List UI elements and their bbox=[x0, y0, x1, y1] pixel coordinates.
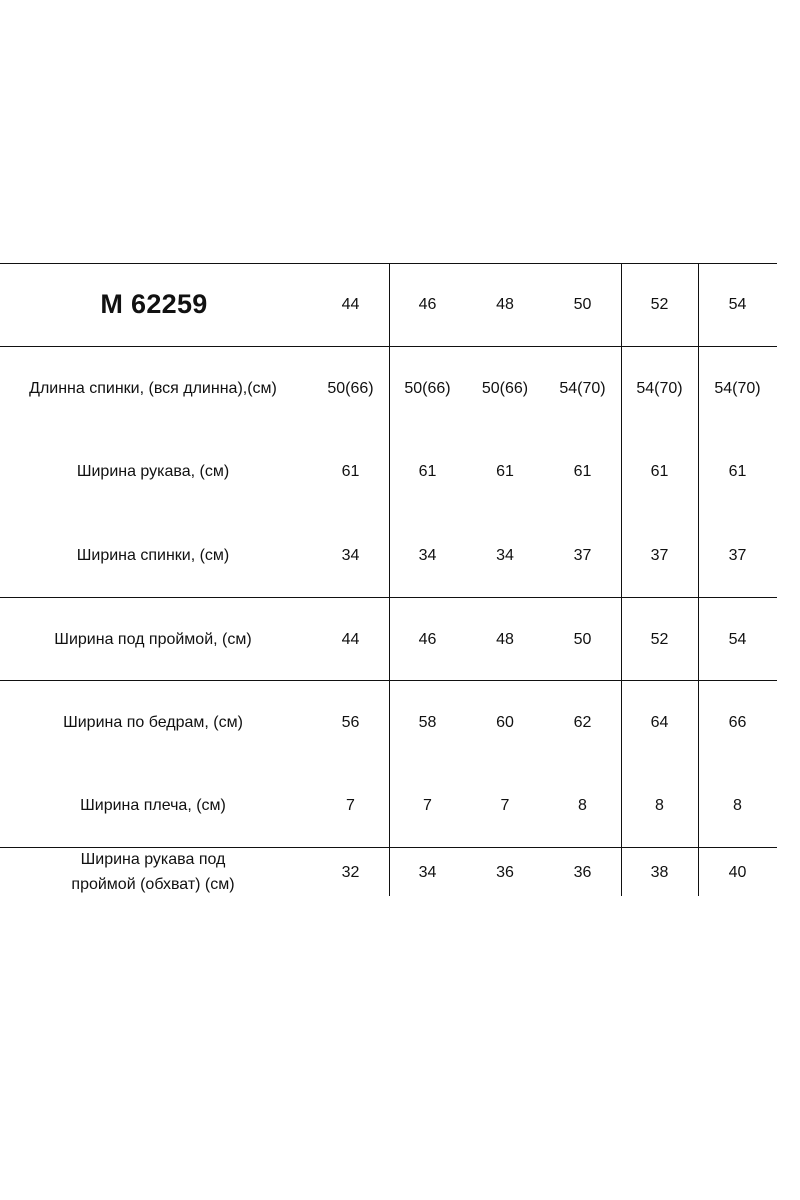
table-cell: 61 bbox=[728, 463, 747, 480]
table-cell: 52 bbox=[650, 630, 669, 648]
size-header: 54 bbox=[728, 296, 747, 313]
table-cell: 7 bbox=[500, 797, 510, 814]
table-cell: 37 bbox=[728, 547, 747, 564]
table-cell: 34 bbox=[341, 547, 360, 564]
table-cell: 37 bbox=[650, 547, 669, 564]
table-cell: 61 bbox=[573, 463, 592, 480]
table-cell: 8 bbox=[733, 797, 742, 814]
table-cell: 48 bbox=[496, 630, 514, 648]
size-table bbox=[0, 263, 777, 896]
row-label: Ширина спинки, (см) bbox=[76, 547, 230, 564]
table-cell: 50(66) bbox=[404, 380, 451, 397]
row-label: Длинна спинки, (вся длинна),(см) bbox=[29, 380, 277, 397]
size-header: 50 bbox=[573, 296, 592, 313]
table-cell: 7 bbox=[346, 797, 355, 814]
table-cell: 46 bbox=[418, 630, 437, 648]
row-label: Ширина плеча, (см) bbox=[80, 797, 226, 814]
table-cell: 54 bbox=[728, 630, 747, 648]
table-cell: 50(66) bbox=[327, 380, 374, 397]
table-cell: 34 bbox=[418, 863, 437, 881]
table-cell: 37 bbox=[573, 547, 592, 564]
size-header: 46 bbox=[418, 296, 437, 313]
table-cell: 64 bbox=[650, 714, 669, 731]
table-cell: 44 bbox=[341, 630, 360, 648]
table-cell: 61 bbox=[418, 463, 437, 480]
table-cell: 34 bbox=[418, 547, 437, 564]
row-label: Ширина под проймой, (см) bbox=[54, 630, 252, 648]
table-cell: 54(70) bbox=[636, 380, 683, 397]
table-cell: 36 bbox=[573, 863, 592, 881]
table-cell: 60 bbox=[496, 714, 514, 731]
table-cell: 61 bbox=[341, 463, 360, 480]
table-cell: 32 bbox=[341, 863, 360, 881]
table-cell: 7 bbox=[423, 797, 432, 814]
table-cell: 8 bbox=[655, 797, 664, 814]
table-cell: 56 bbox=[341, 714, 360, 731]
table-cell: 54(70) bbox=[714, 380, 761, 397]
row-label: Ширина по бедрам, (см) bbox=[63, 714, 243, 731]
model-title: М 62259 bbox=[100, 289, 208, 319]
table-cell: 62 bbox=[573, 714, 592, 731]
table-cell: 66 bbox=[728, 714, 747, 731]
size-header: 52 bbox=[650, 296, 669, 313]
table-cell: 61 bbox=[650, 463, 669, 480]
size-header: 44 bbox=[341, 296, 360, 313]
size-header: 48 bbox=[496, 296, 514, 313]
row-label-line: Ширина рукава под bbox=[80, 851, 226, 868]
table-cell: 36 bbox=[496, 863, 514, 881]
table-cell: 54(70) bbox=[559, 380, 606, 397]
row-label bbox=[0, 848, 306, 896]
table-cell: 61 bbox=[496, 463, 514, 480]
table-cell: 34 bbox=[496, 547, 514, 564]
row-label-line: проймой (обхват) (см) bbox=[71, 876, 235, 893]
table-cell: 38 bbox=[650, 863, 669, 881]
table-cell: 50(66) bbox=[481, 380, 529, 397]
table-cell: 8 bbox=[578, 797, 587, 814]
table-cell: 40 bbox=[728, 863, 747, 881]
table-cell: 58 bbox=[418, 714, 437, 731]
row-label: Ширина рукава, (см) bbox=[76, 463, 230, 480]
table-cell: 50 bbox=[573, 630, 592, 648]
